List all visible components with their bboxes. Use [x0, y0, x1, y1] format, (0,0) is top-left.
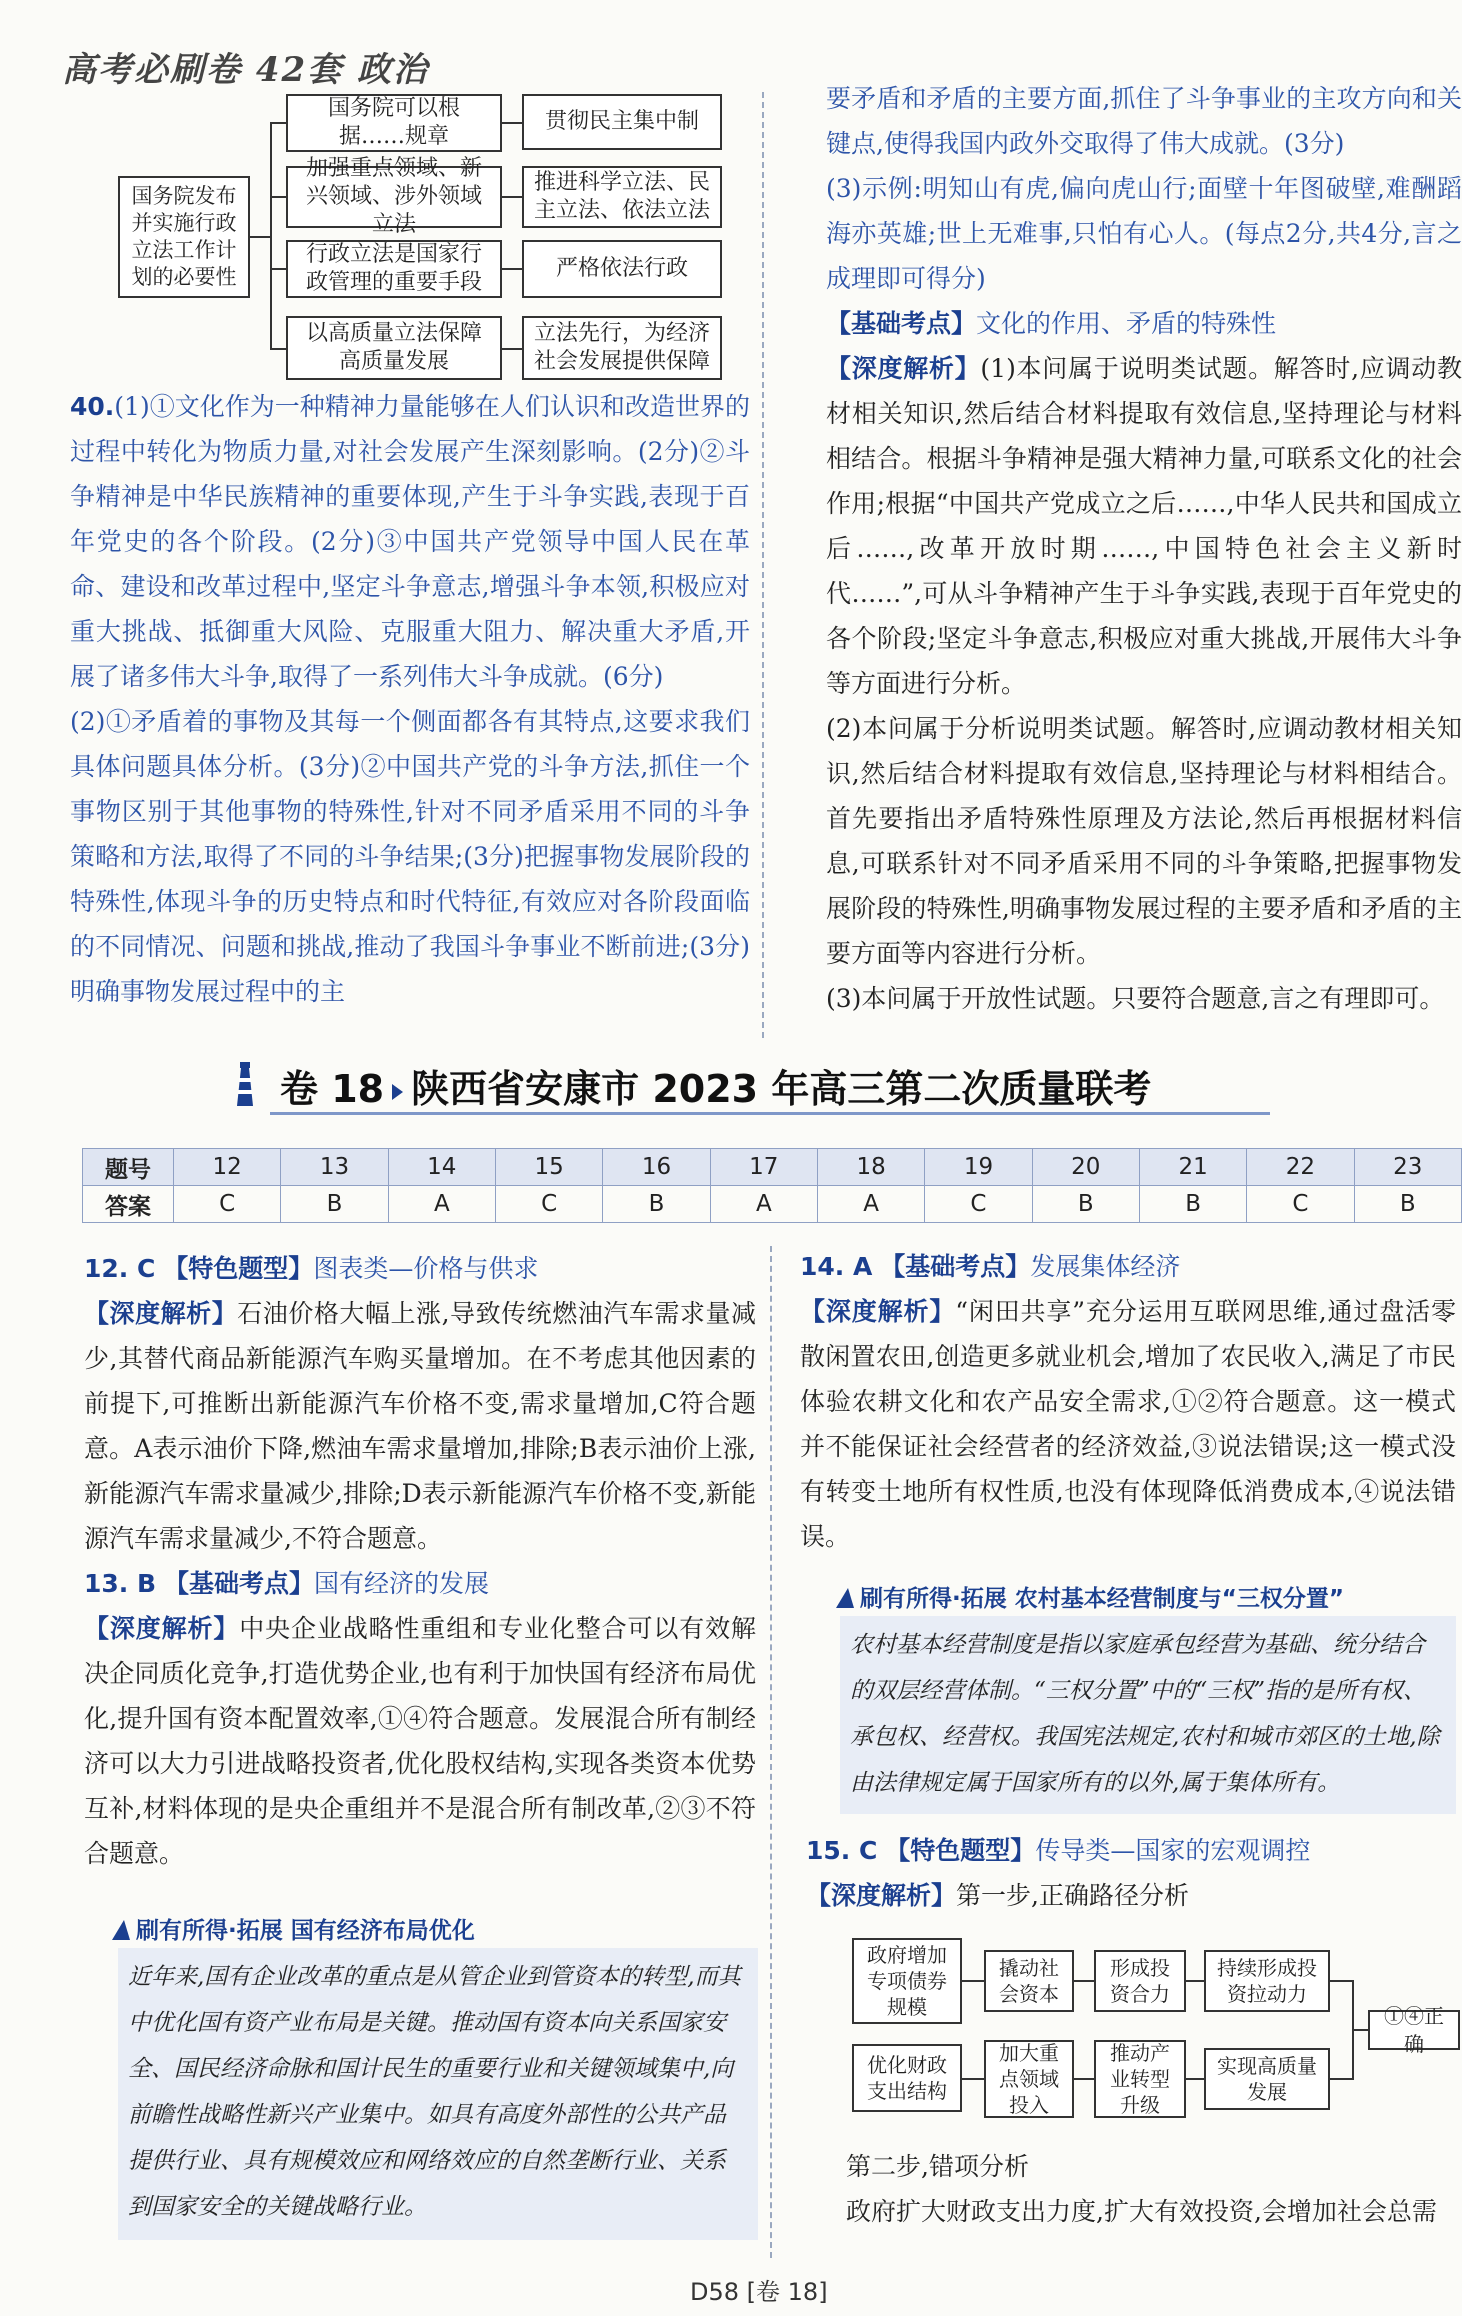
q15-jiexi-tag: 【深度解析】	[806, 1881, 957, 1910]
table-cell: A	[388, 1186, 495, 1223]
table-cell: 17	[710, 1149, 817, 1186]
table-cell: 23	[1354, 1149, 1461, 1186]
footer-juan: [卷 18]	[746, 2278, 828, 2306]
flow-box-r1-4: 持续形成投资拉动力	[1204, 1950, 1330, 2012]
q12-heading	[84, 1246, 756, 1291]
q12-tag-text: 图表类—价格与供求	[313, 1254, 539, 1283]
diagram-left-box-3: 行政立法是国家行政管理的重要手段	[286, 240, 502, 298]
banner-arrow-icon	[392, 1084, 403, 1100]
flow-box-r2-1: 优化财政支出结构	[852, 2044, 962, 2112]
table-cell: C	[1247, 1186, 1354, 1223]
table-cell: 14	[388, 1149, 495, 1186]
table-cell: B	[1139, 1186, 1246, 1223]
diagram-left-box-1: 国务院可以根据……规章	[286, 94, 502, 152]
banner-title: 陕西省安康市 2023 年高三第二次质量联考	[411, 1067, 1152, 1111]
q15-heading	[806, 1828, 1456, 1873]
q15-step2: 第二步,错项分析	[846, 2152, 1029, 2181]
q13-analysis	[84, 1606, 756, 1876]
table-cell: 15	[495, 1149, 602, 1186]
q40-jiexi-1	[826, 346, 1462, 706]
diagram-right-box-4: 立法先行，为经济社会发展提供保障	[522, 316, 722, 380]
q15-number: 15. C	[806, 1836, 878, 1865]
q14-analysis	[800, 1289, 1456, 1559]
q13-jiexi-tag: 【深度解析】	[84, 1614, 240, 1643]
banner-underline	[270, 1112, 1270, 1115]
flow-box-r2-2: 加大重点领域投入	[984, 2040, 1074, 2118]
flow-result-box: ①④正确	[1368, 2010, 1460, 2050]
table-cell: 20	[1032, 1149, 1139, 1186]
q12-jiexi-tag: 【深度解析】	[84, 1299, 238, 1328]
q12-text: 石油价格大幅上涨,导致传统燃油汽车需求量减少,其替代商品新能源汽车购买量增加。在不考虑其他因素的前提下,可推断出新能源汽车价格不变,需求量增加,C符合题意。A表示油价下降,燃油车需求量增加,排除;B表示油价上涨,新能源汽车需求量减少,排除;D表示新能源汽车价格不变,新能源汽车需求量减少,不符合题意。	[84, 1299, 756, 1553]
q40-answer-3: (3)示例:明知山有虎,偏向虎山行;面壁十年图破壁,难酬蹈海亦英雄;世上无难事,只怕有心人。(每点2分,共4分,言之成理即可得分)	[826, 174, 1462, 293]
q14-note-heading: 刷有所得·拓展 农村基本经营制度与“三权分置”	[836, 1580, 1344, 1613]
q15-step1: 第一步,正确路径分析	[956, 1881, 1189, 1910]
q13-text: 中央企业战略性重组和专业化整合可以有效解决企同质化竞争,打造优势企业,也有利于加快国有经济布局优化,提升国有资本配置效率,①④符合题意。发展混合所有制经济可以大力引进战略投资者,优化股权结构,实现各类资本优势互补,材料体现的是央企重组并不是混合所有制改革,②③不符合题意。	[84, 1614, 756, 1868]
table-cell: 19	[925, 1149, 1032, 1186]
q14-number: 14. A	[800, 1252, 873, 1281]
diagram-left-box-2: 加强重点领域、新兴领域、涉外领域立法	[286, 166, 502, 228]
q40-number: 40.	[70, 392, 115, 421]
flow-box-r1-2: 撬动社会资本	[984, 1950, 1074, 2012]
table-cell: 22	[1247, 1149, 1354, 1186]
q13-note-body: 近年来,国有企业改革的重点是从管企业到管资本的转型,而其中优化国有资产业布局是关键。推动国有资本向关系国家安全、国民经济命脉和国计民生的重要行业和关键领域集中,向前瞻性战略性新兴产业集中。如具有高度外部性的公共产品提供行业、具有规模效应和网络效应的自然垄断行业、关系到国家安全的关键战略行业。	[118, 1948, 758, 2240]
table-cell: B	[603, 1186, 710, 1223]
table-cell: A	[710, 1186, 817, 1223]
answer-table-number-row	[83, 1149, 1462, 1186]
table-cell: B	[281, 1186, 388, 1223]
table-header-number: 题号	[83, 1149, 174, 1186]
answer-table-answer-row	[83, 1186, 1462, 1223]
q40-answer-cont: 要矛盾和矛盾的主要方面,抓住了斗争事业的主攻方向和关键点,使得我国内政外交取得了伟大成就。(3分)	[826, 84, 1462, 158]
diagram-right-box-2: 推进科学立法、民主立法、依法立法	[522, 166, 722, 228]
flow-box-r2-4: 实现高质量发展	[1204, 2048, 1330, 2110]
section-banner	[280, 1058, 1151, 1113]
flow-box-r1-1: 政府增加专项债券规模	[852, 1938, 962, 2024]
q12-analysis	[84, 1291, 756, 1561]
q14-heading	[800, 1244, 1456, 1289]
table-cell: A	[817, 1186, 924, 1223]
table-cell: C	[495, 1186, 602, 1223]
q14-jiexi-tag: 【深度解析】	[800, 1297, 956, 1326]
column-divider-bottom	[770, 1246, 772, 2258]
q13-note-heading: 刷有所得·拓展 国有经济布局优化	[112, 1912, 475, 1945]
flow-box-r2-3: 推动产业转型升级	[1094, 2040, 1186, 2118]
book-header-title: 高考必刷卷 42套 政治	[62, 50, 429, 90]
jiexi-text-1: (1)本问属于说明类试题。解答时,应调动教材相关知识,然后结合材料提取有效信息,坚持理论与材料相结合。根据斗争精神是强大精神力量,可联系文化的社会作用;根据“中国共产党成立之后……,中华人民共和国成立后……,改革开放时期……,中国特色社会主义新时代……”,可从斗争精神产生于斗争实践,表现于百年党史的各个阶段;坚定斗争意志,积极应对重大挑战,开展伟大斗争等方面进行分析。	[826, 354, 1462, 698]
table-cell: 16	[603, 1149, 710, 1186]
kaodian-text: 文化的作用、矛盾的特殊性	[976, 309, 1277, 338]
q15-step1-line	[806, 1873, 1456, 1918]
q40-right-column	[826, 76, 1462, 1021]
q13-tag: 【基础考点】	[164, 1569, 315, 1598]
page-footer	[690, 2272, 828, 2307]
banner-juan: 卷 18	[280, 1067, 385, 1111]
kaodian-tag: 【基础考点】	[826, 309, 977, 338]
diagram-right-box-3: 严格依法行政	[522, 240, 722, 298]
answer-table	[82, 1148, 1462, 1223]
q40-answer-1: (1)①文化作为一种精神力量能够在人们认识和改造世界的过程中转化为物质力量,对社会发展产生深刻影响。(2分)②斗争精神是中华民族精神的重要体现,产生于斗争实践,表现于百年党史的各个阶段。(2分)③中国共产党领导中国人民在革命、建设和改革过程中,坚定斗争意志,增强斗争本领,积极应对重大挑战、抵御重大风险、克服重大阻力、解决重大矛盾,开展了诸多伟大斗争,取得了一系列伟大斗争成就。(6分)	[70, 392, 750, 691]
q40-kaodian	[826, 301, 1462, 346]
q12-number: 12. C	[84, 1254, 156, 1283]
sail-icon	[112, 1920, 130, 1940]
q15-step2-column	[846, 2144, 1456, 2234]
q40-answer-2: (2)①矛盾着的事物及其每一个侧面都各有其特点,这要求我们具体问题具体分析。(3分)②中国共产党的斗争方法,抓住一个事物区别于其他事物的特殊性,针对不同矛盾采用不同的斗争策略和方法,取得了不同的斗争结果;(3分)把握事物发展阶段的特殊性,体现斗争的历史特点和时代特征,有效应对各阶段面临的不同情况、问题和挑战,推动了我国斗争事业不断前进;(3分)明确事物发展过程中的主	[70, 707, 750, 1006]
table-header-answer: 答案	[83, 1186, 174, 1223]
lighthouse-icon	[232, 1060, 258, 1108]
table-cell: 13	[281, 1149, 388, 1186]
table-cell: B	[1032, 1186, 1139, 1223]
lower-left-column	[84, 1246, 756, 1876]
diagram-left-box-4: 以高质量立法保障高质量发展	[286, 316, 502, 380]
q14-column	[800, 1244, 1456, 1559]
table-cell: 18	[817, 1149, 924, 1186]
q40-left-column	[70, 384, 750, 1014]
footer-page-number: D58	[690, 2278, 740, 2306]
q40-jiexi-3: (3)本问属于开放性试题。只要符合题意,言之有理即可。	[826, 984, 1445, 1013]
table-cell: C	[174, 1186, 281, 1223]
q14-text: “闲田共享”充分运用互联网思维,通过盘活零散闲置农田,创造更多就业机会,增加了农民收入,满足了市民体验农耕文化和农产品安全需求,①②符合题意。这一模式并不能保证社会经营者的经济效益,③说法错误;这一模式没有转变土地所有权性质,也没有体现降低消费成本,④说法错误。	[800, 1297, 1456, 1551]
q15-tag: 【特色题型】	[885, 1836, 1036, 1865]
table-cell: 12	[174, 1149, 281, 1186]
diagram-right-box-1: 贯彻民主集中制	[522, 94, 722, 150]
jiexi-tag: 【深度解析】	[826, 354, 981, 383]
q13-tag-text: 国有经济的发展	[314, 1569, 490, 1598]
q40-jiexi-2: (2)本问属于分析说明类试题。解答时,应调动教材相关知识,然后结合材料提取有效信息,坚持理论与材料相结合。首先要指出矛盾特殊性原理及方法论,然后再根据材料信息,可联系针对不同矛盾采用不同的斗争策略,把握事物发展阶段的特殊性,明确事物发展过程的主要矛盾和矛盾的主要方面等内容进行分析。	[826, 714, 1462, 968]
q14-tag: 【基础考点】	[880, 1252, 1031, 1281]
diagram-root-box: 国务院发布并实施行政立法工作计划的必要性	[118, 176, 250, 298]
table-cell: 21	[1139, 1149, 1246, 1186]
q12-tag: 【特色题型】	[163, 1254, 314, 1283]
q13-heading	[84, 1561, 756, 1606]
q15-column	[806, 1828, 1456, 1918]
table-cell: B	[1354, 1186, 1461, 1223]
q13-number: 13. B	[84, 1569, 157, 1598]
q15-step2-text: 政府扩大财政支出力度,扩大有效投资,会增加社会总需	[846, 2197, 1437, 2226]
q14-tag-text: 发展集体经济	[1030, 1252, 1181, 1281]
flow-box-r1-3: 形成投资合力	[1094, 1950, 1186, 2012]
q14-note-body: 农村基本经营制度是指以家庭承包经营为基础、统分结合的双层经营体制。“三权分置”中的“三权”指的是所有权、承包权、经营权。我国宪法规定,农村和城市郊区的土地,除由法律规定属于国家所有的以外,属于集体所有。	[840, 1616, 1456, 1814]
column-divider-top	[762, 92, 764, 1038]
table-cell: C	[925, 1186, 1032, 1223]
q40-paragraph-1	[70, 384, 750, 699]
sail-icon	[836, 1588, 854, 1608]
q15-tag-text: 传导类—国家的宏观调控	[1035, 1836, 1311, 1865]
